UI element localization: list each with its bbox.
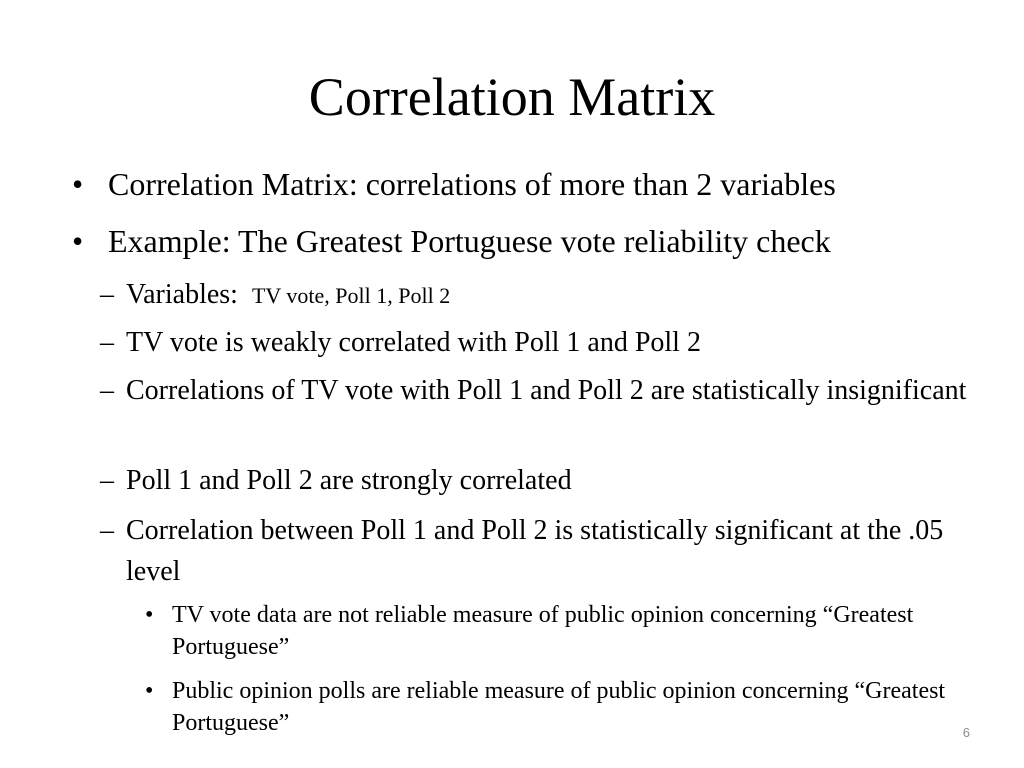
bullet-marker: • <box>145 678 154 704</box>
dash-marker: – <box>100 375 114 406</box>
sub-sub-bullet-text: TV vote data are not reliable measure of public opinion concerning “Greatest Portuguese” <box>172 602 914 660</box>
sub-bullet-text: Correlation between Poll 1 and Poll 2 is statistically significant at the .05 level <box>126 515 944 587</box>
dash-marker: – <box>100 279 114 310</box>
sub-bullet-item <box>100 370 1000 411</box>
sub-bullet-item <box>100 322 1000 363</box>
sub-bullet-text: TV vote is weakly correlated with Poll 1 and Poll 2 <box>126 327 701 358</box>
sub-bullet-label: Variables: <box>126 279 238 310</box>
sub-bullet-item <box>100 460 1000 501</box>
sub-sub-bullet-text: Public opinion polls are reliable measure of public opinion concerning “Greatest Portuguese” <box>172 678 946 736</box>
sub-sub-bullet-item <box>145 675 995 739</box>
sub-bullet-value: TV vote, Poll 1, Poll 2 <box>251 283 451 308</box>
dash-marker: – <box>100 515 114 546</box>
sub-sub-bullet-item <box>145 599 995 663</box>
sub-bullet-item <box>100 510 1000 592</box>
bullet-marker: • <box>72 166 84 202</box>
sub-bullet-text: Correlations of TV vote with Poll 1 and Poll 2 are statistically insignificant <box>126 375 967 406</box>
page-number: 6 <box>962 725 970 740</box>
dash-marker: – <box>100 465 114 496</box>
bullet-marker: • <box>72 223 84 259</box>
sub-bullet-text: Poll 1 and Poll 2 are strongly correlated <box>126 465 572 496</box>
bullet-marker: • <box>145 602 154 628</box>
dash-marker: – <box>100 327 114 358</box>
bullet-text: Example: The Greatest Portuguese vote reliability check <box>108 223 831 259</box>
bullet-text: Correlation Matrix: correlations of more than 2 variables <box>108 166 836 202</box>
slide-title: Correlation Matrix <box>308 67 716 127</box>
sub-bullet-item <box>100 274 1000 316</box>
